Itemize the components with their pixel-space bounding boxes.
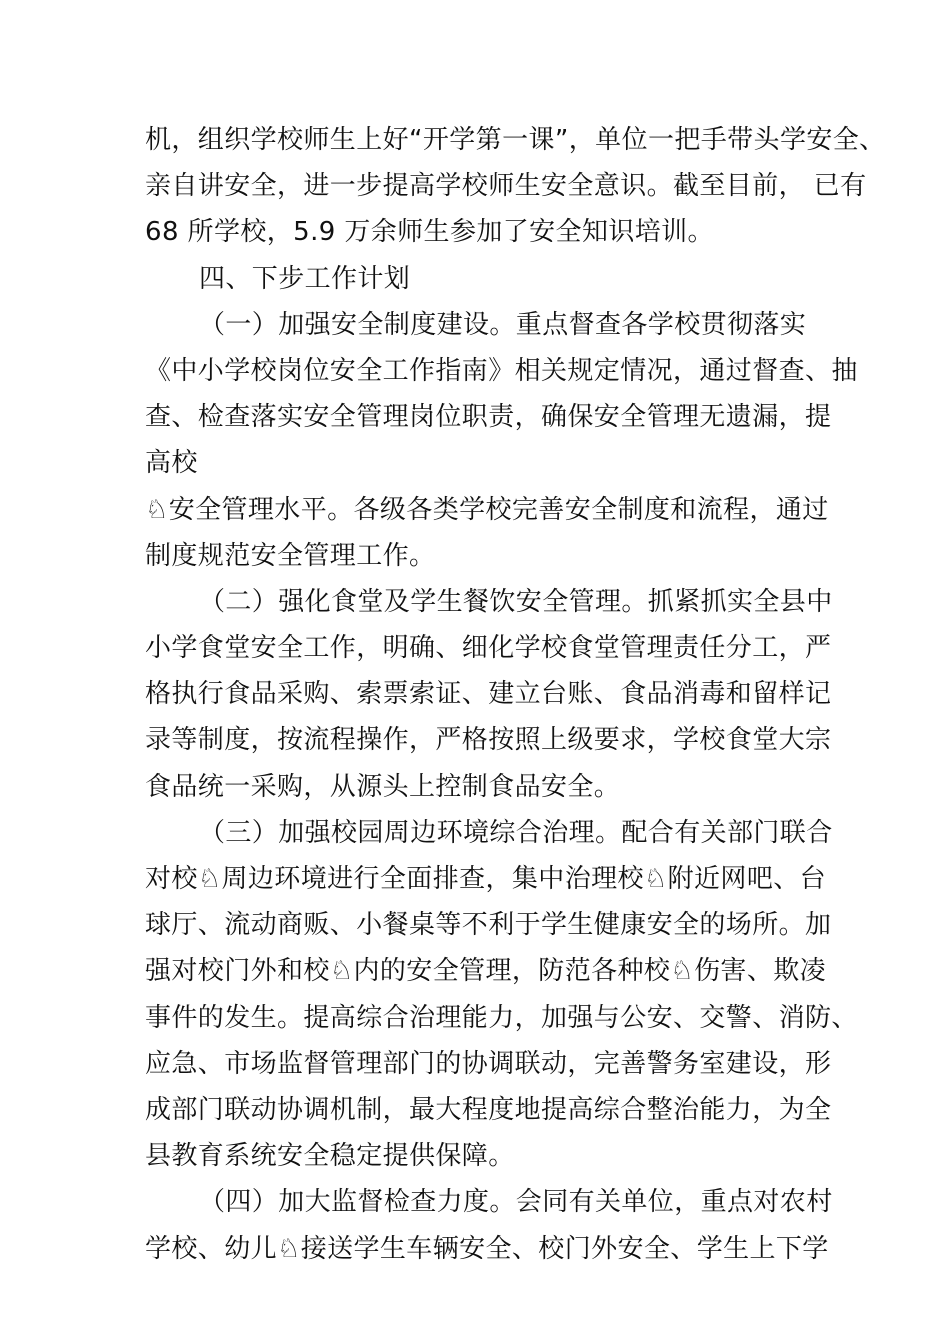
text-line: 查、检查落实安全管理岗位职责，确保安全管理无遗漏，提 [145, 402, 832, 433]
text-line: 录等制度，按流程操作，严格按照上级要求，学校食堂大宗 [145, 725, 832, 756]
paragraph-heading: （四）加大监督检查力度。会同有关单位，重点对农村 [199, 1187, 833, 1218]
text-line: 事件的发生。提高综合治理能力，加强与公安、交警、消防、 [145, 1002, 858, 1033]
text-line: 小学食堂安全工作，明确、细化学校食堂管理责任分工，严 [145, 633, 832, 664]
text-line: 应急、市场监督管理部门的协调联动，完善警务室建设，形 [145, 1048, 832, 1079]
text-line: 对校♘周边环境进行全面排查，集中治理校♘附近网吧、台 [145, 864, 827, 894]
text-line: ♘安全管理水平。各级各类学校完善安全制度和流程，通过 [145, 494, 829, 525]
section-heading: 四、下步工作计划 [199, 263, 411, 294]
text-line: 68 所学校，5.9 万余师生参加了安全知识培训。 [145, 217, 714, 248]
text-line: 《中小学校岗位安全工作指南》相关规定情况，通过督查、抽 [145, 355, 858, 386]
paragraph-heading: （二）强化食堂及学生餐饮安全管理。抓紧抓实全县中 [199, 586, 833, 617]
paragraph-heading: （一）加强安全制度建设。重点督查各学校贯彻落实 [199, 309, 807, 340]
text-line: 食品统一采购，从源头上控制食品安全。 [145, 771, 621, 802]
text-line: 机，组织学校师生上好“开学第一课”，单位一把手带头学安全、 [145, 125, 886, 155]
text-line: 球厅、流动商贩、小餐桌等不利于学生健康安全的场所。加 [145, 910, 832, 941]
text-line: 强对校门外和校♘内的安全管理，防范各种校♘伤害、欺凌 [145, 956, 827, 987]
document-body [145, 117, 886, 1272]
text-line: 学校、幼儿♘接送学生车辆安全、校门外安全、学生上下学 [145, 1233, 829, 1264]
text-line: 亲自讲安全，进一步提高学校师生安全意识。截至目前， 已有 [145, 171, 867, 202]
text-line: 成部门联动协调机制，最大程度地提高综合整治能力，为全 [145, 1094, 832, 1125]
text-line: 格执行食品采购、索票索证、建立台账、食品消毒和留样记 [145, 679, 832, 710]
text-line: 县教育系统安全稳定提供保障。 [145, 1141, 515, 1172]
text-line: 高校 [145, 448, 198, 479]
text-line: 制度规范安全管理工作。 [145, 540, 436, 571]
paragraph-heading: （三）加强校园周边环境综合治理。配合有关部门联合 [199, 817, 833, 848]
